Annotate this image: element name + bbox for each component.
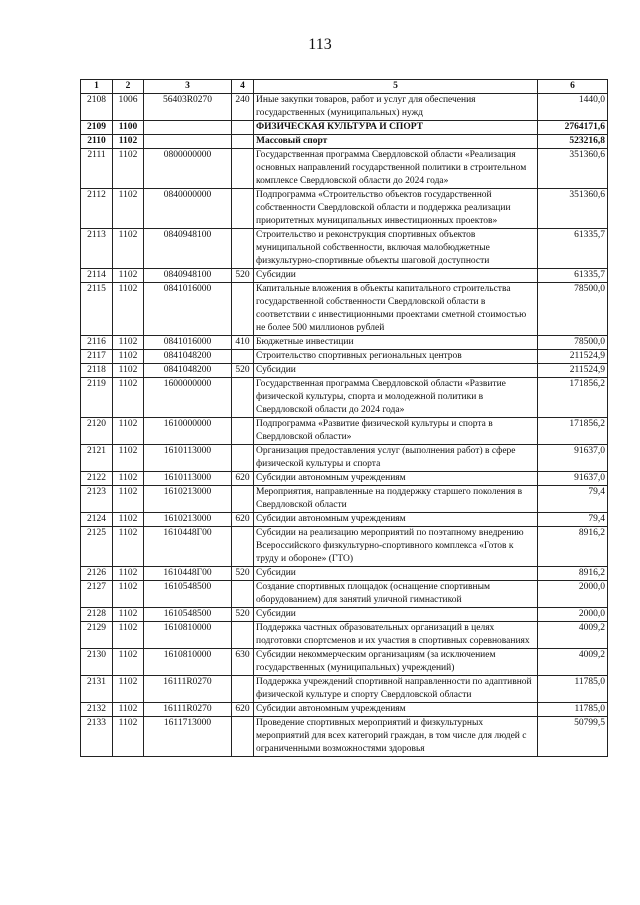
item-name-cell: Бюджетные инвестиции: [254, 336, 538, 350]
target-code-cell: 1610548500: [144, 608, 232, 622]
column-header: 3: [144, 80, 232, 94]
amount-cell: 79,4: [538, 486, 608, 513]
target-code-cell: 1610548500: [144, 581, 232, 608]
item-name-cell: Поддержка учреждений спортивной направленности по адаптивной физической культуре и спорту Свердловской области: [254, 676, 538, 703]
amount-cell: 50799,5: [538, 717, 608, 757]
item-name-cell: Государственная программа Свердловской области «Реализация основных направлений государственной политики в строительном комплексе Свердловской области до 2024 года»: [254, 149, 538, 189]
section-code-cell: 1102: [113, 513, 144, 527]
target-code-cell: 16111R0270: [144, 703, 232, 717]
expense-type-cell: [232, 149, 254, 189]
amount-cell: 78500,0: [538, 336, 608, 350]
target-code-cell: 1610000000: [144, 418, 232, 445]
amount-cell: 351360,6: [538, 189, 608, 229]
amount-cell: 211524,9: [538, 350, 608, 364]
amount-cell: 4009,2: [538, 622, 608, 649]
section-code-cell: 1102: [113, 418, 144, 445]
target-code-cell: 1610448Г00: [144, 527, 232, 567]
item-name-cell: ФИЗИЧЕСКАЯ КУЛЬТУРА И СПОРТ: [254, 121, 538, 135]
amount-cell: 171856,2: [538, 378, 608, 418]
target-code-cell: 1610213000: [144, 513, 232, 527]
target-code-cell: 1610113000: [144, 472, 232, 486]
expense-type-cell: [232, 350, 254, 364]
row-number-cell: 2129: [81, 622, 113, 649]
expense-type-cell: 630: [232, 649, 254, 676]
target-code-cell: [144, 121, 232, 135]
row-number-cell: 2116: [81, 336, 113, 350]
section-code-cell: 1102: [113, 149, 144, 189]
item-name-cell: Субсидии: [254, 608, 538, 622]
amount-cell: 171856,2: [538, 418, 608, 445]
amount-cell: 1440,0: [538, 94, 608, 121]
target-code-cell: 1600000000: [144, 378, 232, 418]
amount-cell: 78500,0: [538, 283, 608, 336]
item-name-cell: Государственная программа Свердловской области «Развитие физической культуры, спорта и молодежной политики в Свердловской области до 2024 года»: [254, 378, 538, 418]
target-code-cell: 0840948100: [144, 229, 232, 269]
expense-type-cell: 520: [232, 269, 254, 283]
amount-cell: 91637,0: [538, 445, 608, 472]
item-name-cell: Субсидии на реализацию мероприятий по поэтапному внедрению Всероссийского физкультурно-спортивного комплекса «Готов к труду и обороне» (ГТО): [254, 527, 538, 567]
section-code-cell: 1100: [113, 121, 144, 135]
amount-cell: 11785,0: [538, 676, 608, 703]
amount-cell: 91637,0: [538, 472, 608, 486]
item-name-cell: Субсидии автономным учреждениям: [254, 513, 538, 527]
section-code-cell: 1102: [113, 135, 144, 149]
section-code-cell: 1102: [113, 703, 144, 717]
expense-type-cell: 520: [232, 608, 254, 622]
row-number-cell: 2117: [81, 350, 113, 364]
row-number-cell: 2115: [81, 283, 113, 336]
amount-cell: 8916,2: [538, 527, 608, 567]
expense-type-cell: [232, 378, 254, 418]
expense-type-cell: 620: [232, 472, 254, 486]
section-code-cell: 1102: [113, 608, 144, 622]
table-row: [81, 149, 608, 189]
target-code-cell: 1610810000: [144, 622, 232, 649]
target-code-cell: 0841048200: [144, 364, 232, 378]
target-code-cell: 16111R0270: [144, 676, 232, 703]
amount-cell: 8916,2: [538, 567, 608, 581]
amount-cell: 211524,9: [538, 364, 608, 378]
section-code-cell: 1102: [113, 676, 144, 703]
expense-type-cell: [232, 418, 254, 445]
target-code-cell: 1610213000: [144, 486, 232, 513]
amount-cell: 61335,7: [538, 229, 608, 269]
expense-type-cell: [232, 445, 254, 472]
table-row: [81, 189, 608, 229]
column-header: 2: [113, 80, 144, 94]
table-row: [81, 567, 608, 581]
section-code-cell: 1102: [113, 649, 144, 676]
section-code-cell: 1102: [113, 567, 144, 581]
amount-cell: 4009,2: [538, 649, 608, 676]
item-name-cell: Проведение спортивных мероприятий и физкультурных мероприятий для всех категорий граждан, в том числе для людей с ограниченными возможностями здоровья: [254, 717, 538, 757]
item-name-cell: Субсидии автономным учреждениям: [254, 472, 538, 486]
expense-type-cell: [232, 581, 254, 608]
section-code-cell: 1102: [113, 350, 144, 364]
target-code-cell: 1610448Г00: [144, 567, 232, 581]
target-code-cell: 0841016000: [144, 336, 232, 350]
expense-type-cell: 620: [232, 513, 254, 527]
table-row: [81, 269, 608, 283]
target-code-cell: 1611713000: [144, 717, 232, 757]
section-code-cell: 1102: [113, 229, 144, 269]
table-row: [81, 608, 608, 622]
table-row: [81, 135, 608, 149]
amount-cell: 2000,0: [538, 608, 608, 622]
expense-type-cell: [232, 189, 254, 229]
section-code-cell: 1102: [113, 717, 144, 757]
target-code-cell: 0841016000: [144, 283, 232, 336]
expense-type-cell: 520: [232, 567, 254, 581]
expense-type-cell: [232, 622, 254, 649]
target-code-cell: 0841048200: [144, 350, 232, 364]
amount-cell: 79,4: [538, 513, 608, 527]
column-header: 6: [538, 80, 608, 94]
section-code-cell: 1102: [113, 269, 144, 283]
row-number-cell: 2112: [81, 189, 113, 229]
section-code-cell: 1102: [113, 364, 144, 378]
row-number-cell: 2122: [81, 472, 113, 486]
target-code-cell: 56403R0270: [144, 94, 232, 121]
table-body: [81, 94, 608, 757]
amount-cell: 351360,6: [538, 149, 608, 189]
budget-table: [80, 79, 608, 757]
table-row: [81, 445, 608, 472]
row-number-cell: 2127: [81, 581, 113, 608]
section-code-cell: 1102: [113, 527, 144, 567]
table-row: [81, 676, 608, 703]
expense-type-cell: [232, 717, 254, 757]
table-row: [81, 717, 608, 757]
row-number-cell: 2111: [81, 149, 113, 189]
target-code-cell: 0840000000: [144, 189, 232, 229]
expense-type-cell: [232, 283, 254, 336]
item-name-cell: Субсидии: [254, 269, 538, 283]
row-number-cell: 2128: [81, 608, 113, 622]
item-name-cell: Капитальные вложения в объекты капитального строительства государственной собственности Свердловской области в соответствии с инвестиционными проектами сметной стоимостью не более 500 миллионов рублей: [254, 283, 538, 336]
amount-cell: 2764171,6: [538, 121, 608, 135]
item-name-cell: Субсидии автономным учреждениям: [254, 703, 538, 717]
table-row: [81, 703, 608, 717]
target-code-cell: 1610810000: [144, 649, 232, 676]
item-name-cell: Создание спортивных площадок (оснащение спортивным оборудованием) для занятий уличной гимнастикой: [254, 581, 538, 608]
table-row: [81, 581, 608, 608]
amount-cell: 11785,0: [538, 703, 608, 717]
expense-type-cell: 410: [232, 336, 254, 350]
item-name-cell: Субсидии: [254, 364, 538, 378]
item-name-cell: Организация предоставления услуг (выполнения работ) в сфере физической культуры и спорта: [254, 445, 538, 472]
section-code-cell: 1102: [113, 622, 144, 649]
table-header-row: [81, 80, 608, 94]
table-row: [81, 283, 608, 336]
item-name-cell: Субсидии: [254, 567, 538, 581]
row-number-cell: 2132: [81, 703, 113, 717]
table-row: [81, 649, 608, 676]
table-row: [81, 364, 608, 378]
row-number-cell: 2108: [81, 94, 113, 121]
section-code-cell: 1102: [113, 486, 144, 513]
target-code-cell: 0840948100: [144, 269, 232, 283]
table-row: [81, 350, 608, 364]
table-row: [81, 378, 608, 418]
row-number-cell: 2118: [81, 364, 113, 378]
expense-type-cell: 240: [232, 94, 254, 121]
expense-type-cell: [232, 527, 254, 567]
row-number-cell: 2109: [81, 121, 113, 135]
column-header: 4: [232, 80, 254, 94]
expense-type-cell: [232, 486, 254, 513]
section-code-cell: 1102: [113, 189, 144, 229]
target-code-cell: [144, 135, 232, 149]
row-number-cell: 2110: [81, 135, 113, 149]
item-name-cell: Иные закупки товаров, работ и услуг для обеспечения государственных (муниципальных) нужд: [254, 94, 538, 121]
item-name-cell: Субсидии некоммерческим организациям (за исключением государственных (муниципальных) учреждений): [254, 649, 538, 676]
target-code-cell: 0800000000: [144, 149, 232, 189]
amount-cell: 2000,0: [538, 581, 608, 608]
section-code-cell: 1102: [113, 472, 144, 486]
page-number: 113: [308, 36, 332, 53]
item-name-cell: Подпрограмма «Строительство объектов государственной собственности Свердловской области и поддержка реализации приоритетных муниципальных инвестиционных проектов»: [254, 189, 538, 229]
target-code-cell: 1610113000: [144, 445, 232, 472]
table-row: [81, 527, 608, 567]
expense-type-cell: [232, 135, 254, 149]
row-number-cell: 2113: [81, 229, 113, 269]
row-number-cell: 2121: [81, 445, 113, 472]
row-number-cell: 2114: [81, 269, 113, 283]
table-row: [81, 622, 608, 649]
section-code-cell: 1102: [113, 378, 144, 418]
expense-type-cell: [232, 676, 254, 703]
amount-cell: 61335,7: [538, 269, 608, 283]
table-row: [81, 486, 608, 513]
expense-type-cell: [232, 121, 254, 135]
column-header: 5: [254, 80, 538, 94]
table-row: [81, 336, 608, 350]
expense-type-cell: 520: [232, 364, 254, 378]
row-number-cell: 2124: [81, 513, 113, 527]
item-name-cell: Мероприятия, направленные на поддержку старшего поколения в Свердловской области: [254, 486, 538, 513]
table-row: [81, 94, 608, 121]
item-name-cell: Подпрограмма «Развитие физической культуры и спорта в Свердловской области»: [254, 418, 538, 445]
expense-type-cell: [232, 229, 254, 269]
table-row: [81, 121, 608, 135]
row-number-cell: 2123: [81, 486, 113, 513]
table-row: [81, 418, 608, 445]
row-number-cell: 2120: [81, 418, 113, 445]
row-number-cell: 2131: [81, 676, 113, 703]
section-code-cell: 1006: [113, 94, 144, 121]
row-number-cell: 2126: [81, 567, 113, 581]
item-name-cell: Поддержка частных образовательных организаций в целях подготовки спортсменов и их участия в спортивных соревнованиях: [254, 622, 538, 649]
row-number-cell: 2119: [81, 378, 113, 418]
section-code-cell: 1102: [113, 336, 144, 350]
table-row: [81, 513, 608, 527]
section-code-cell: 1102: [113, 445, 144, 472]
item-name-cell: Массовый спорт: [254, 135, 538, 149]
section-code-cell: 1102: [113, 283, 144, 336]
row-number-cell: 2130: [81, 649, 113, 676]
row-number-cell: 2125: [81, 527, 113, 567]
amount-cell: 523216,8: [538, 135, 608, 149]
table-row: [81, 472, 608, 486]
item-name-cell: Строительство и реконструкция спортивных объектов муниципальной собственности, включая малобюджетные физкультурно-спортивные объекты шаговой доступности: [254, 229, 538, 269]
column-header: 1: [81, 80, 113, 94]
row-number-cell: 2133: [81, 717, 113, 757]
section-code-cell: 1102: [113, 581, 144, 608]
item-name-cell: Строительство спортивных региональных центров: [254, 350, 538, 364]
expense-type-cell: 620: [232, 703, 254, 717]
table-row: [81, 229, 608, 269]
